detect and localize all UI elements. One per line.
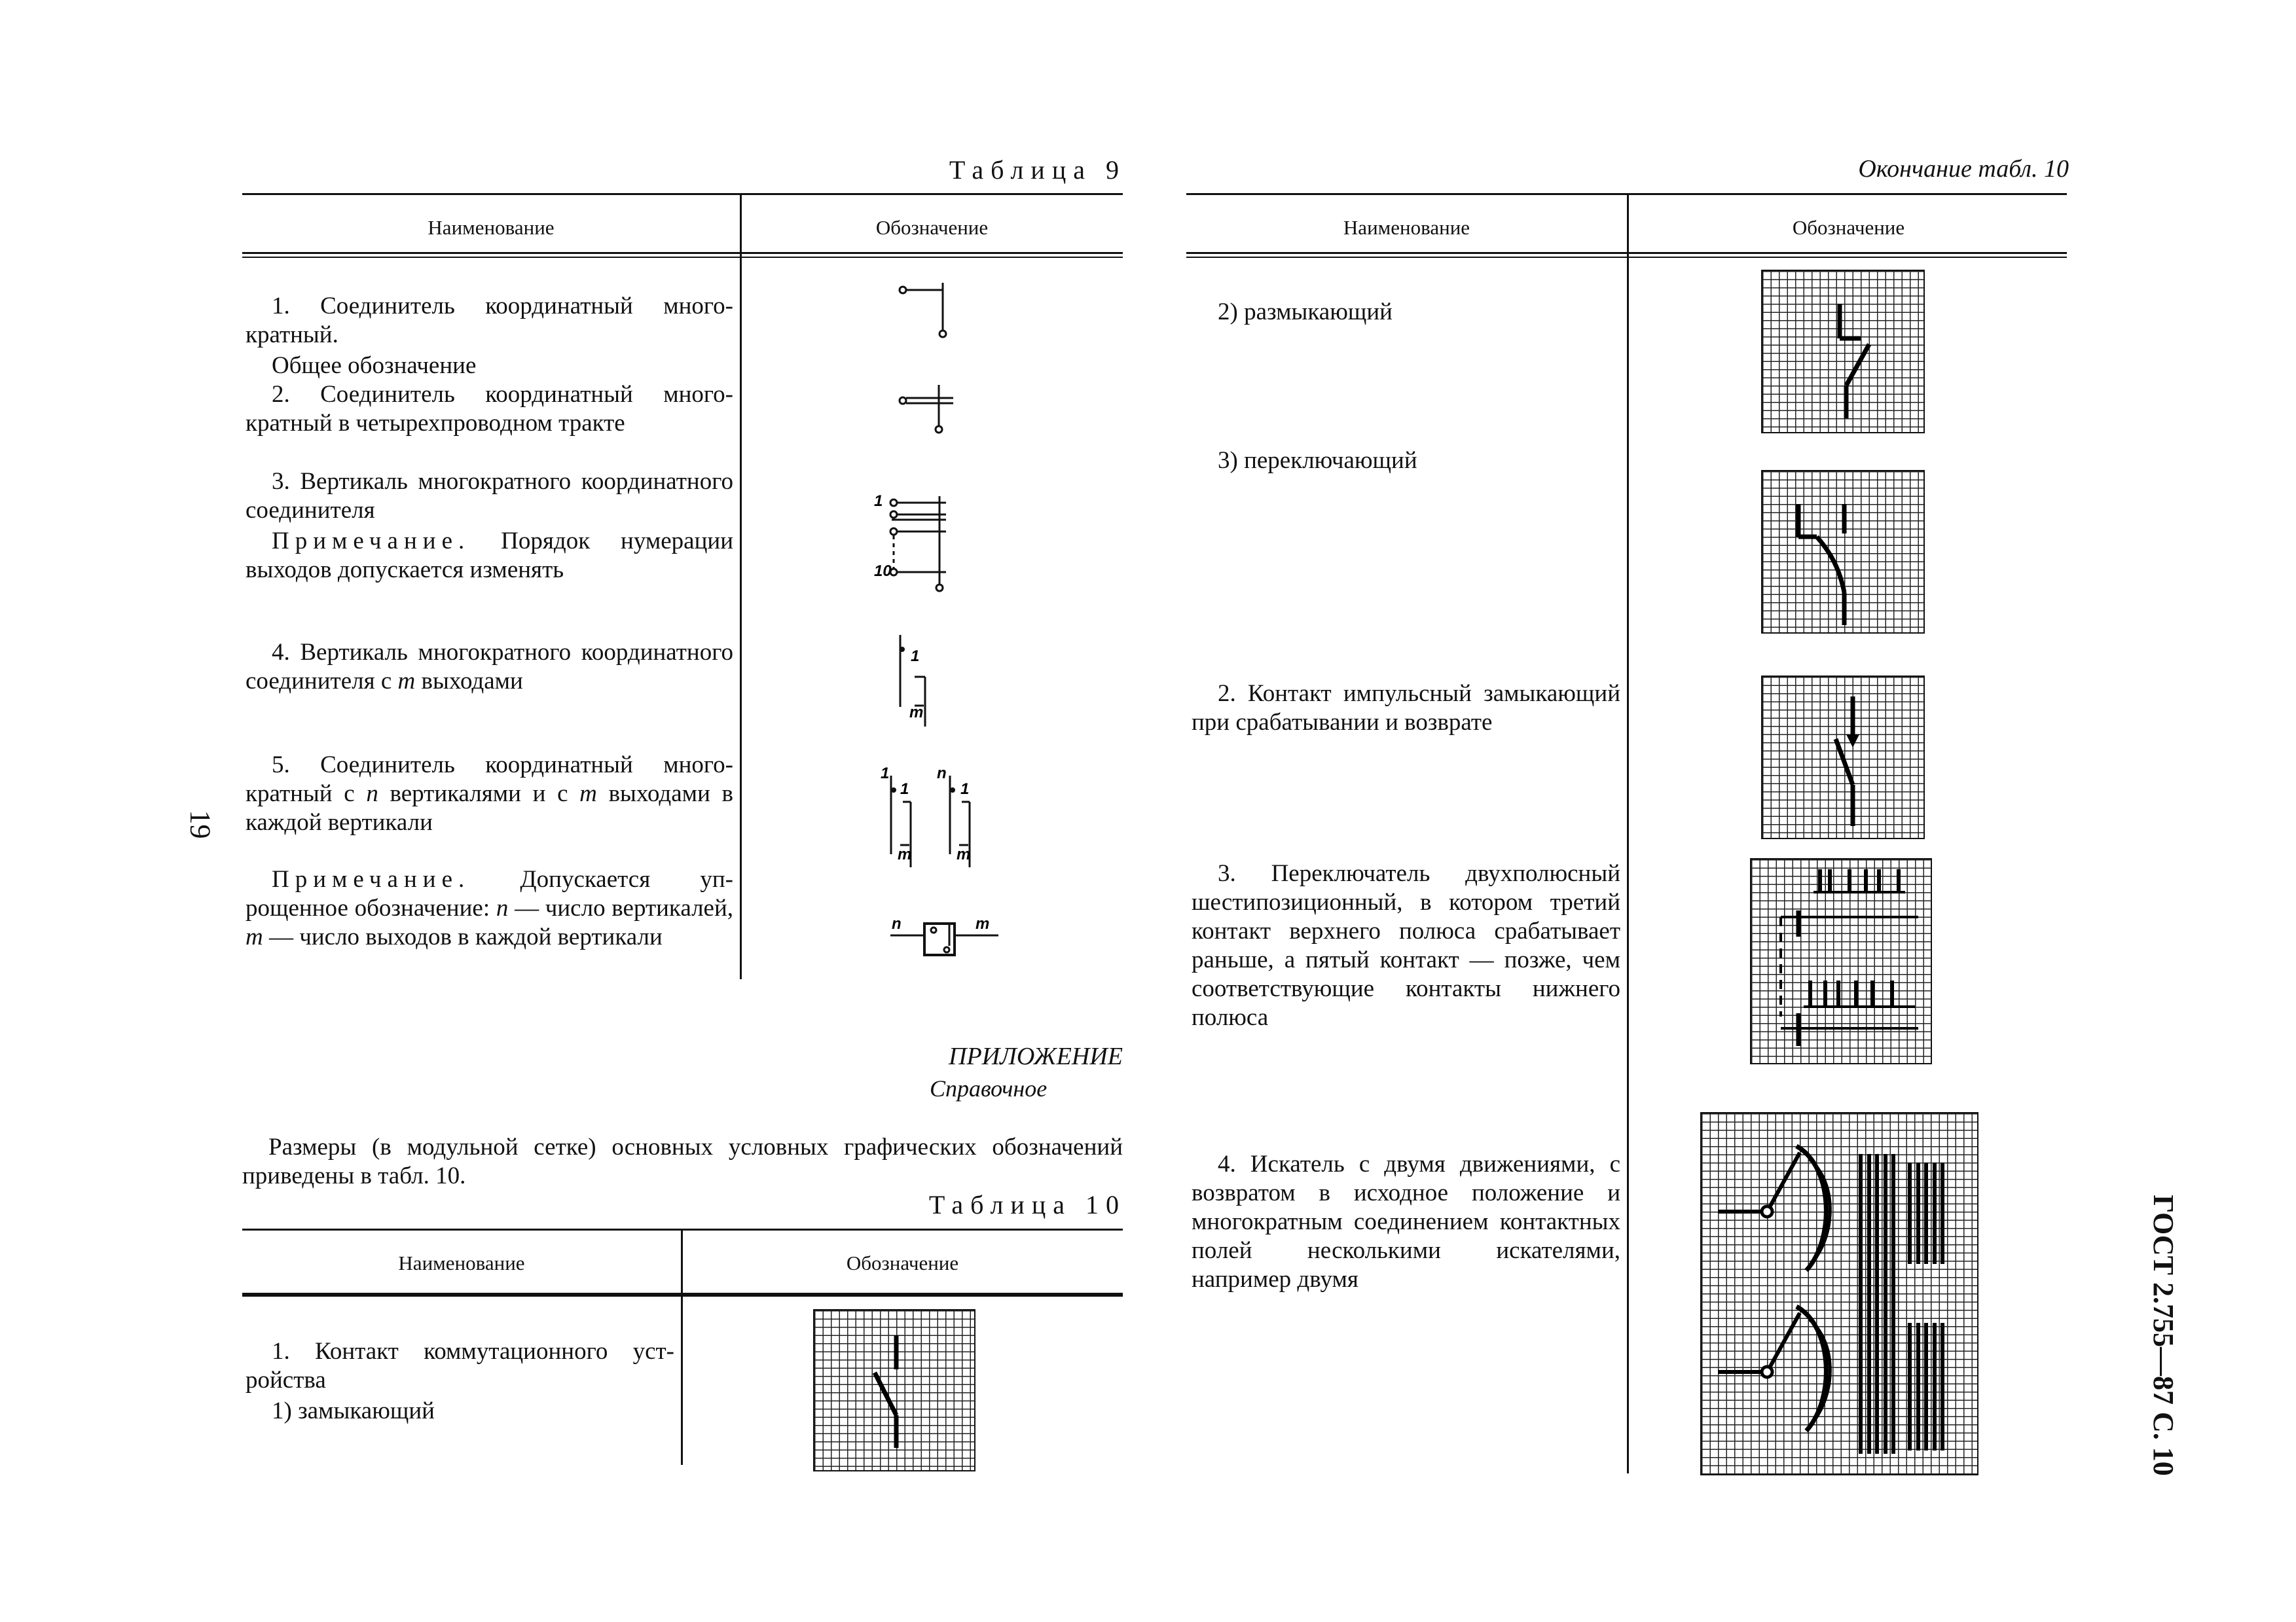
- table9-row-2-text: [246, 380, 733, 440]
- row-5-text-a: 5. Соединитель координатный многократный с: [246, 751, 733, 807]
- grid-symbol-two-pole-switch: [1750, 858, 1932, 1064]
- table9-header-rule: [242, 252, 1123, 254]
- row-6-note-b: — число вертикалей,: [515, 895, 734, 922]
- appendix-paragraph: [242, 1133, 1123, 1193]
- row-3-note: [246, 527, 733, 585]
- symbol-label-m2: m: [898, 846, 912, 863]
- page-number: 19: [184, 810, 217, 839]
- table10-row-1-text: [246, 1337, 674, 1428]
- grid-symbol-closing-contact: [813, 1309, 975, 1471]
- row-3-note-label: Примечание.: [272, 528, 471, 554]
- grid-symbol-impulse-contact: [1761, 676, 1925, 839]
- table10-header-rule: [242, 1293, 1123, 1297]
- row-4-text-a: 4. Вертикаль многократного координатного соединителя с: [246, 639, 733, 694]
- table10-continued-caption: Окончание табл. 10: [1858, 155, 2069, 183]
- symbol-label-10: 10: [874, 562, 892, 580]
- table9-row-3-text: [246, 467, 733, 586]
- right-row-3-text: [1192, 679, 1620, 739]
- appendix-subtitle: Справочное: [930, 1075, 1048, 1102]
- appendix-paragraph-text: Размеры (в модульной сетке) основных условных графических обозначений приведены в табл. 10.: [242, 1134, 1123, 1189]
- table10-column-divider: [681, 1229, 683, 1465]
- row-2-title: 2. Соединитель координатный многократный в четырехпроводном тракте: [246, 381, 733, 437]
- right-header-rule: [1186, 252, 2067, 254]
- symbol-label-n: n: [937, 765, 947, 782]
- table9-top-rule: [242, 193, 1123, 195]
- right-row-4-text: [1192, 859, 1620, 1034]
- symbol-label-1e: 1: [960, 780, 970, 798]
- row-6-note-a: Допускается упрощенное обозначение:: [246, 866, 733, 922]
- row-4-var-m: m: [397, 668, 416, 694]
- symbol-connector-n-verticals: [881, 763, 992, 874]
- row-5-text-e: выходами в каждой вертикали: [246, 780, 734, 836]
- row-6-note-c: — число выходов в каждой вертикали: [268, 924, 663, 950]
- appendix-title: ПРИЛОЖЕНИЕ: [949, 1043, 1123, 1070]
- row-1-title: 1. Соединитель координатный многократный.: [246, 293, 733, 348]
- row-4-text-b: выходами: [421, 668, 523, 694]
- table10-header-symbol: Обозначение: [846, 1252, 959, 1274]
- right-header-name: Наименование: [1343, 216, 1470, 239]
- row-3-note-text: Порядок нумерации выходов допускается изменять: [246, 528, 734, 583]
- table9-row-6-text: [246, 865, 733, 954]
- symbol-four-wire-connector: [897, 385, 962, 437]
- symbol-coordinate-connector: [897, 283, 962, 342]
- row-5-title: [246, 751, 733, 837]
- row-1-subtitle: Общее обозначение: [272, 352, 477, 379]
- symbol-label-1: 1: [874, 492, 883, 510]
- row-5-text-m: вертикалями и с: [390, 780, 568, 807]
- t10-row-1-sub: 1) замыкающий: [272, 1397, 435, 1424]
- row-6-note: [246, 865, 733, 952]
- symbol-simplified-connector: [884, 913, 1008, 965]
- symbol-label-m3: m: [957, 846, 971, 863]
- table9-caption: Таблица 9: [949, 155, 1126, 185]
- row-3-title: 3. Вертикаль многократного координатного соединителя: [246, 468, 733, 524]
- symbol-vertical-m-outputs: [894, 635, 959, 733]
- symbol-vertical-connector: [874, 490, 966, 594]
- right-row-5-label: 4. Искатель с двумя движениями, с возвратом в исходное положение и многократным соединением контактных полей несколькими искателями, например двумя: [1192, 1151, 1620, 1293]
- right-header-symbol: Обозначение: [1792, 216, 1905, 239]
- table9-row-4-text: [246, 638, 733, 698]
- table9-header-rule-2: [242, 257, 1123, 258]
- t10-row-1-title: 1. Контакт коммутационного устройства: [246, 1338, 674, 1394]
- symbol-label-m4: m: [975, 915, 990, 933]
- symbol-label-1d: 1: [900, 780, 909, 798]
- symbol-label-m: m: [909, 704, 924, 721]
- right-row-4-label: 3. Переключатель двухполюсный шестипозиционный, в котором третий контакт верхнего полюса срабатывает раньше, а пятый контакт — позже, чем соответствующие контакты нижнего полюса: [1192, 860, 1620, 1031]
- row-5-var-n: n: [366, 780, 378, 807]
- right-row-5-text: [1192, 1150, 1620, 1296]
- grid-symbol-selector-two-motions: [1700, 1112, 1978, 1475]
- symbol-label-1b: 1: [911, 647, 920, 665]
- grid-symbol-changeover-contact: [1761, 470, 1925, 634]
- row-6-var-m: m: [246, 924, 263, 950]
- symbol-label-n2: n: [892, 915, 902, 933]
- right-row-2-label: 3) переключающий: [1218, 447, 1417, 474]
- table10-caption: Таблица 10: [928, 1190, 1126, 1219]
- right-row-2-text: [1192, 446, 1620, 477]
- row-6-var-n: n: [496, 895, 509, 922]
- right-row-3-label: 2. Контакт импульсный замыкающий при срабатывании и возврате: [1192, 680, 1620, 736]
- row-5-var-m: m: [579, 780, 597, 807]
- row-6-note-label: Примечание.: [272, 866, 471, 893]
- grid-symbol-opening-contact: [1761, 270, 1925, 433]
- right-column-divider: [1627, 194, 1629, 1473]
- right-header-rule-2: [1186, 257, 2067, 258]
- table9-header-name: Наименование: [428, 216, 555, 239]
- table10-header-name: Наименование: [398, 1252, 525, 1274]
- table9-row-1-text: [246, 292, 733, 382]
- document-side-label: ГОСТ 2.755—87 С. 10: [2147, 1195, 2179, 1476]
- symbol-label-1c: 1: [881, 765, 890, 782]
- row-4-title: [246, 638, 733, 696]
- right-row-1-label: 2) размыкающий: [1218, 298, 1393, 325]
- table9-header-symbol: Обозначение: [875, 216, 989, 239]
- table9-row-5-text: [246, 751, 733, 839]
- right-row-1-text: [1192, 298, 1620, 329]
- table9-column-divider: [740, 194, 742, 979]
